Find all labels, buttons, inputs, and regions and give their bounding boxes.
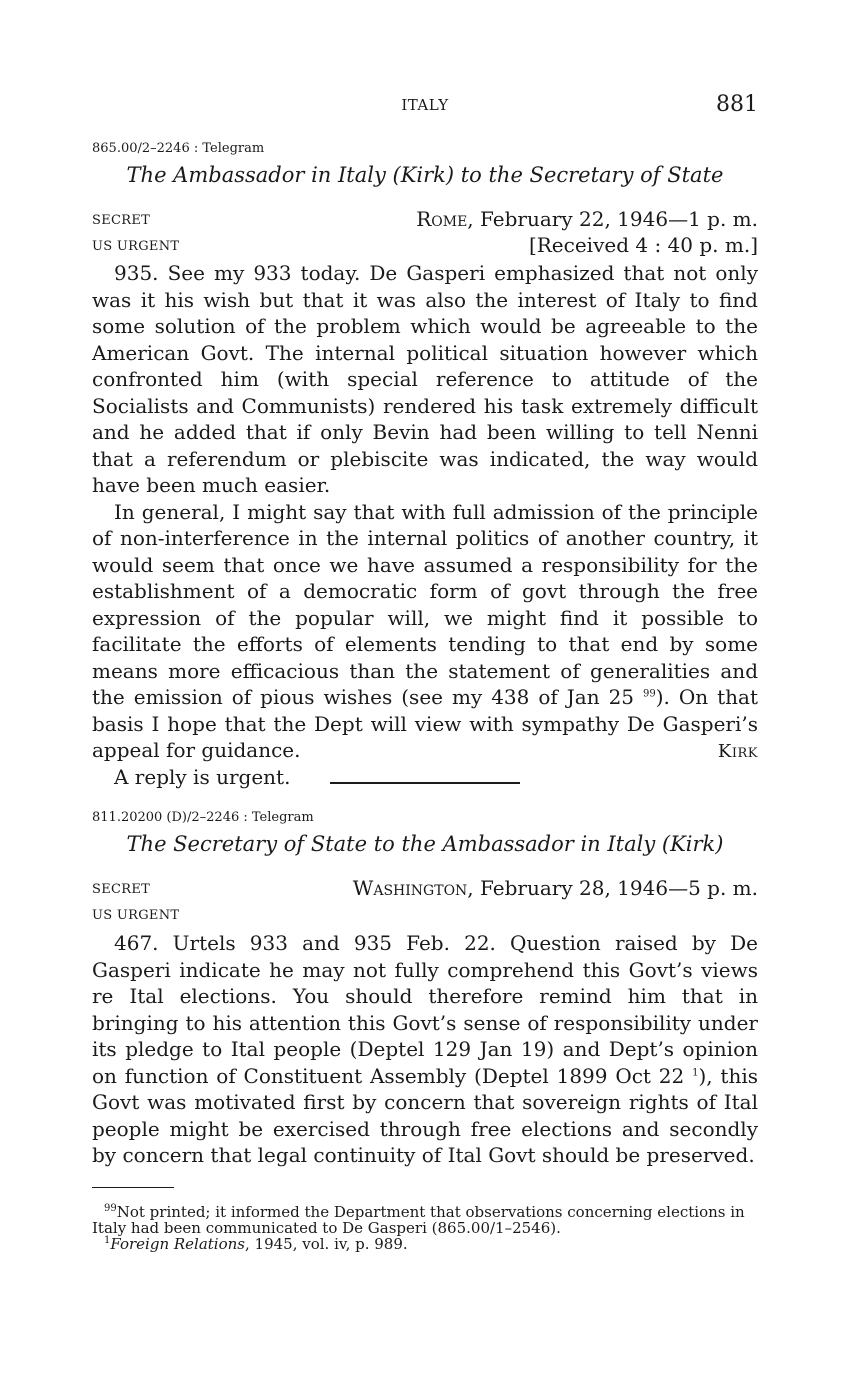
doc1-meta-row-2 bbox=[92, 233, 758, 257]
footnote-1 bbox=[92, 1236, 758, 1252]
doc1-place: Rome bbox=[416, 207, 468, 231]
doc2-body bbox=[92, 930, 758, 1169]
doc1-paragraph-part: In general, I might say that with full admission of the principle of non-interference in the internal politics of another country, it would seem that once we have assumed a responsibility for the establishment of a democratic form of govt through the free expression of the popular will, we might find it possible to facilitate the efforts of elements tending to that end by some means more efficacious than the statement of generalities and the emission of pious wishes (see my 438 of Jan 25 bbox=[92, 499, 758, 709]
page-number: 881 bbox=[716, 92, 758, 117]
doc1-dateline bbox=[416, 207, 758, 231]
doc1-paragraph bbox=[92, 499, 758, 764]
doc2-place: Washington bbox=[352, 876, 468, 900]
doc2-file-ref: 811.20200 (D)/2–2246 : Telegram bbox=[92, 810, 314, 825]
footnote-rule bbox=[92, 1187, 174, 1188]
doc1-paragraph-part: ). On that basis I hope that the Dept will view with sympathy De Gasperi’s appeal for guidance. bbox=[92, 685, 758, 762]
doc1-date: , February 22, 1946—1 p. m. bbox=[467, 207, 758, 231]
doc2-meta-row-1 bbox=[92, 876, 758, 900]
doc1-title: The Ambassador in Italy (Kirk) to the Secretary of State bbox=[126, 163, 724, 187]
doc1-signature: Kirk bbox=[717, 741, 758, 762]
running-head bbox=[92, 92, 758, 122]
footnote-text: Not printed; it informed the Department that observations concerning elections in Italy had been communicated to De Gasperi (865.00/1–2546). bbox=[92, 1203, 745, 1237]
footnote-ref-1: 1 bbox=[692, 1066, 699, 1078]
doc2-meta-row-2 bbox=[92, 902, 758, 926]
section-divider bbox=[330, 782, 520, 784]
doc1-paragraph: A reply is urgent. bbox=[114, 764, 291, 789]
footnote-99 bbox=[92, 1204, 758, 1236]
footnote-source: Foreign Relations bbox=[110, 1235, 245, 1253]
doc2-paragraph bbox=[92, 930, 758, 1169]
footnote-marker: 1 bbox=[104, 1235, 111, 1246]
footnote-ref-99: 99 bbox=[643, 688, 656, 700]
doc2-title: The Secretary of State to the Ambassador in Italy (Kirk) bbox=[126, 832, 724, 856]
doc1-file-ref: 865.00/2–2246 : Telegram bbox=[92, 141, 265, 156]
doc1-priority: US URGENT bbox=[92, 239, 180, 254]
doc1-body bbox=[92, 260, 758, 790]
running-title: ITALY bbox=[401, 96, 449, 114]
doc1-received: [Received 4 : 40 p. m.] bbox=[528, 233, 758, 257]
doc2-paragraph-part: ), this Govt was motivated first by concern that sovereign rights of Ital people might be exercised through free elections and secondly by concern that legal continuity of Ital Govt should be preserved. bbox=[92, 1063, 758, 1167]
footnote-text: , 1945, vol. iv, p. 989. bbox=[245, 1235, 408, 1253]
doc2-dateline bbox=[353, 876, 758, 900]
doc2-paragraph-part: 467. Urtels 933 and 935 Feb. 22. Question raised by De Gasperi indicate he may not fully comprehend this Govt’s views re Ital elections. You should therefore remind him that in bringing to his attention this Govt’s sense of responsibility under its pledge to Ital people (Deptel 129 Jan 19) and Dept’s opinion on function of Constituent Assembly (Deptel 1899 Oct 22 bbox=[92, 931, 758, 1088]
doc2-date: , February 28, 1946—5 p. m. bbox=[467, 876, 758, 900]
doc2-classification: SECRET bbox=[92, 882, 151, 897]
footnotes bbox=[92, 1204, 758, 1252]
doc2-priority: US URGENT bbox=[92, 908, 180, 923]
footnote-marker: 99 bbox=[104, 1203, 117, 1214]
doc1-classification: SECRET bbox=[92, 213, 151, 228]
doc1-paragraph: 935. See my 933 today. De Gasperi emphasized that not only was it his wish but that it was also the interest of Italy to find some solution of the problem which would be agreeable to the American Govt. The internal political situation however which confronted him (with special reference to attitude of the Socialists and Communists) rendered his task extremely difficult and he added that if only Bevin had been willing to tell Nenni that a referendum or plebiscite was indicated, the way would have been much easier. bbox=[92, 261, 758, 497]
doc1-meta-row-1 bbox=[92, 207, 758, 231]
